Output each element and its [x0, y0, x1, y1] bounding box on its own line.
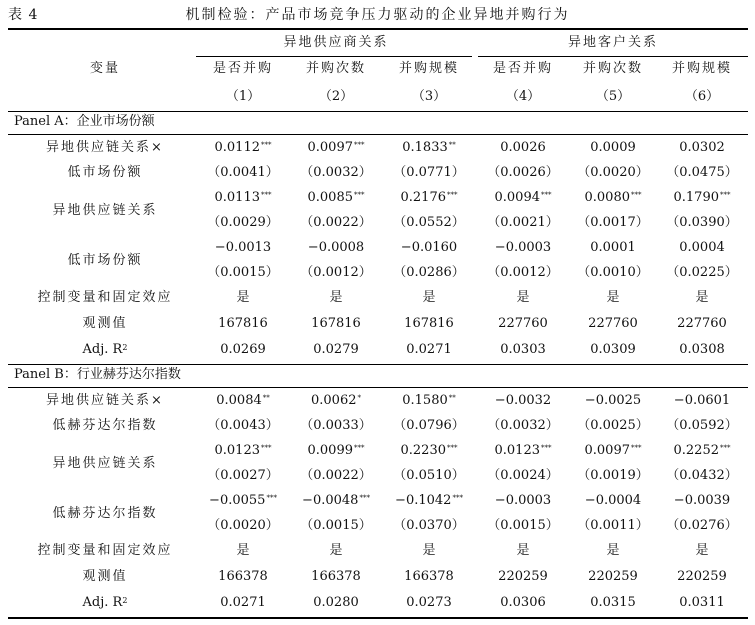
coefficient [647, 238, 755, 258]
standard-error: （0.0026） [487, 165, 559, 180]
standard-error: （0.0027） [207, 468, 279, 483]
table-top-rule [8, 28, 748, 30]
significance-stars: *** [266, 494, 277, 502]
coef-value: −0.0008 [307, 240, 365, 255]
significance-stars: *** [447, 191, 458, 199]
standard-error: （0.0043） [207, 418, 279, 433]
coef-value: 0.2252 [673, 443, 719, 458]
standard-error: （0.0510） [393, 468, 465, 483]
coef-value: 0.1833 [402, 140, 448, 155]
standard-error: （0.0432） [666, 468, 738, 483]
coef-value: −0.0013 [214, 240, 272, 255]
standard-error: （0.0225） [666, 265, 738, 280]
r2-value: 0.0271 [406, 342, 452, 357]
obs-value: 167816 [218, 316, 268, 331]
controls-value: 是 [422, 290, 436, 305]
coefficient [647, 138, 755, 158]
controls-label: 控制变量和固定效应 [37, 543, 173, 558]
table-title: 机制检验：产品市场竞争压力驱动的企业异地并购行为 [185, 7, 570, 23]
significance-stars: *** [261, 191, 272, 199]
r2-label [5, 340, 205, 360]
r2-label [5, 593, 205, 613]
obs-value: 220259 [588, 569, 638, 584]
significance-stars: *** [261, 141, 272, 149]
column-number: （1） [225, 89, 261, 104]
coefficient [647, 391, 755, 411]
standard-error: （0.0010） [577, 265, 649, 280]
significance-stars: *** [720, 191, 731, 199]
coef-value: 0.0001 [590, 240, 636, 255]
r2-value: 0.0309 [590, 342, 636, 357]
coef-value: 0.0094 [494, 190, 540, 205]
coef-value: 0.0097 [307, 140, 353, 155]
obs-value: 166378 [218, 569, 268, 584]
r2-value: 0.0273 [406, 595, 452, 610]
coef-value: 0.0009 [590, 140, 636, 155]
row-label: 异地供应链关系× [46, 393, 164, 408]
standard-error: （0.0015） [207, 265, 279, 280]
customer-group-rule [478, 56, 748, 57]
obs-value: 227760 [588, 316, 638, 331]
controls-value: 是 [422, 543, 436, 558]
controls-value: 是 [236, 543, 250, 558]
coef-value: −0.0601 [673, 393, 731, 408]
panel-title-rule [8, 134, 748, 135]
controls-value: 是 [516, 290, 530, 305]
var-label: 变量 [89, 61, 120, 76]
standard-error: （0.0011） [577, 518, 649, 533]
standard-error: （0.0033） [300, 418, 372, 433]
significance-stars: *** [720, 444, 731, 452]
coefficient [647, 491, 755, 511]
standard-error: （0.0552） [393, 215, 465, 230]
column-header: 并购规模 [671, 61, 732, 76]
significance-stars: *** [261, 444, 272, 452]
table-bottom-rule [8, 617, 748, 619]
standard-error: （0.0020） [577, 165, 649, 180]
obs-value: 167816 [311, 316, 361, 331]
standard-error: （0.0024） [487, 468, 559, 483]
standard-error: （0.0592） [666, 418, 738, 433]
coef-value: 0.0302 [679, 140, 725, 155]
r2-value: 0.0315 [590, 595, 636, 610]
coef-value: −0.0032 [494, 393, 552, 408]
significance-stars: ** [448, 394, 456, 402]
coef-value: 0.0004 [679, 240, 725, 255]
standard-error: （0.0390） [666, 215, 738, 230]
coef-value: 0.0123 [214, 443, 260, 458]
obs-label: 观测值 [82, 316, 128, 331]
panel-title: Panel B：行业赫芬达尔指数 [14, 367, 181, 382]
obs-value: 227760 [498, 316, 548, 331]
coef-value: 0.0084 [216, 393, 262, 408]
controls-value: 是 [329, 543, 343, 558]
coef-value: 0.0112 [214, 140, 260, 155]
significance-stars: *** [541, 444, 552, 452]
row-label: 异地供应链关系× [46, 140, 164, 155]
r2-value: 0.0308 [679, 342, 725, 357]
r2-label-text: Adj. R [82, 342, 123, 357]
r2-superscript: 2 [122, 343, 128, 352]
coef-value: −0.0003 [494, 240, 552, 255]
coef-value: 0.0026 [500, 140, 546, 155]
coef-value: −0.0039 [673, 493, 731, 508]
coef-value: 0.0123 [494, 443, 540, 458]
significance-stars: *** [354, 141, 365, 149]
controls-value: 是 [695, 543, 709, 558]
obs-value: 220259 [498, 569, 548, 584]
row-label: 低市场份额 [67, 253, 143, 268]
coefficient [647, 188, 755, 208]
controls-value: 是 [236, 290, 250, 305]
coef-value: −0.1042 [395, 493, 452, 508]
standard-error: （0.0015） [300, 518, 372, 533]
group-customer: 异地客户关系 [567, 35, 658, 50]
table-label: 表 4 [8, 7, 39, 23]
row-label: 低赫芬达尔指数 [52, 418, 158, 433]
controls-value: 是 [606, 543, 620, 558]
standard-error: （0.0370） [393, 518, 465, 533]
panel-title-rule [8, 387, 748, 388]
standard-error: （0.0032） [300, 165, 372, 180]
controls-value: 是 [516, 543, 530, 558]
r2-value: 0.0303 [500, 342, 546, 357]
coef-value: 0.0097 [584, 443, 630, 458]
standard-error: （0.0012） [300, 265, 372, 280]
coef-value: −0.0003 [494, 493, 552, 508]
standard-error: （0.0025） [577, 418, 649, 433]
obs-value: 166378 [311, 569, 361, 584]
standard-error: （0.0475） [666, 165, 738, 180]
coef-value: −0.0160 [400, 240, 458, 255]
r2-label-text: Adj. R [82, 595, 123, 610]
controls-value: 是 [606, 290, 620, 305]
significance-stars: *** [447, 444, 458, 452]
column-number: （5） [595, 89, 631, 104]
obs-value: 167816 [404, 316, 454, 331]
standard-error: （0.0021） [487, 215, 559, 230]
column-number: （2） [318, 89, 354, 104]
column-header: 是否并购 [492, 61, 553, 76]
r2-value: 0.0279 [313, 342, 359, 357]
obs-value: 166378 [404, 569, 454, 584]
standard-error: （0.0017） [577, 215, 649, 230]
coef-value: 0.2230 [400, 443, 446, 458]
coef-value: −0.0055 [209, 493, 266, 508]
r2-value: 0.0280 [313, 595, 359, 610]
coef-value: −0.0004 [584, 493, 642, 508]
standard-error: （0.0032） [487, 418, 559, 433]
significance-stars: *** [359, 494, 370, 502]
coef-value: 0.1580 [402, 393, 448, 408]
significance-stars: ** [262, 394, 270, 402]
coef-value: 0.1790 [673, 190, 719, 205]
column-header: 并购次数 [582, 61, 643, 76]
column-header: 是否并购 [212, 61, 273, 76]
row-label: 低赫芬达尔指数 [52, 506, 158, 521]
obs-value: 227760 [677, 316, 727, 331]
standard-error: （0.0771） [393, 165, 465, 180]
standard-error: （0.0020） [207, 518, 279, 533]
row-label: 异地供应链关系 [52, 456, 158, 471]
coef-value: −0.0025 [584, 393, 642, 408]
standard-error: （0.0015） [487, 518, 559, 533]
coef-value: 0.0113 [214, 190, 260, 205]
standard-error: （0.0276） [666, 518, 738, 533]
row-label: 低市场份额 [67, 165, 143, 180]
significance-stars: *** [452, 494, 463, 502]
significance-stars: *** [354, 444, 365, 452]
column-number: （6） [684, 89, 720, 104]
coef-value: 0.0099 [307, 443, 353, 458]
r2-value: 0.0271 [220, 595, 266, 610]
coef-value: 0.0085 [307, 190, 353, 205]
significance-stars: *** [631, 444, 642, 452]
group-supplier: 异地供应商关系 [283, 35, 389, 50]
coefficient [647, 441, 755, 461]
coef-value: 0.0080 [584, 190, 630, 205]
standard-error: （0.0012） [487, 265, 559, 280]
standard-error: （0.0796） [393, 418, 465, 433]
significance-stars: *** [541, 191, 552, 199]
coef-value: 0.2176 [400, 190, 446, 205]
r2-value: 0.0269 [220, 342, 266, 357]
obs-label: 观测值 [82, 569, 128, 584]
standard-error: （0.0019） [577, 468, 649, 483]
controls-label: 控制变量和固定效应 [37, 290, 173, 305]
standard-error: （0.0022） [300, 468, 372, 483]
column-header: 并购规模 [398, 61, 459, 76]
column-number: （3） [411, 89, 447, 104]
standard-error: （0.0286） [393, 265, 465, 280]
significance-stars: *** [631, 191, 642, 199]
standard-error: （0.0022） [300, 215, 372, 230]
controls-value: 是 [329, 290, 343, 305]
controls-value: 是 [695, 290, 709, 305]
panel-title: Panel A：企业市场份额 [14, 114, 155, 129]
r2-value: 0.0306 [500, 595, 546, 610]
standard-error: （0.0029） [207, 215, 279, 230]
column-header: 并购次数 [305, 61, 366, 76]
row-label: 异地供应链关系 [52, 203, 158, 218]
coef-value: −0.0048 [302, 493, 359, 508]
r2-superscript: 2 [122, 596, 128, 605]
significance-stars: *** [354, 191, 365, 199]
r2-value: 0.0311 [679, 595, 725, 610]
column-number: （4） [505, 89, 541, 104]
significance-stars: ** [448, 141, 456, 149]
obs-value: 220259 [677, 569, 727, 584]
coef-value: 0.0062 [311, 393, 357, 408]
significance-stars: * [357, 394, 361, 402]
supplier-group-rule [196, 56, 472, 57]
standard-error: （0.0041） [207, 165, 279, 180]
